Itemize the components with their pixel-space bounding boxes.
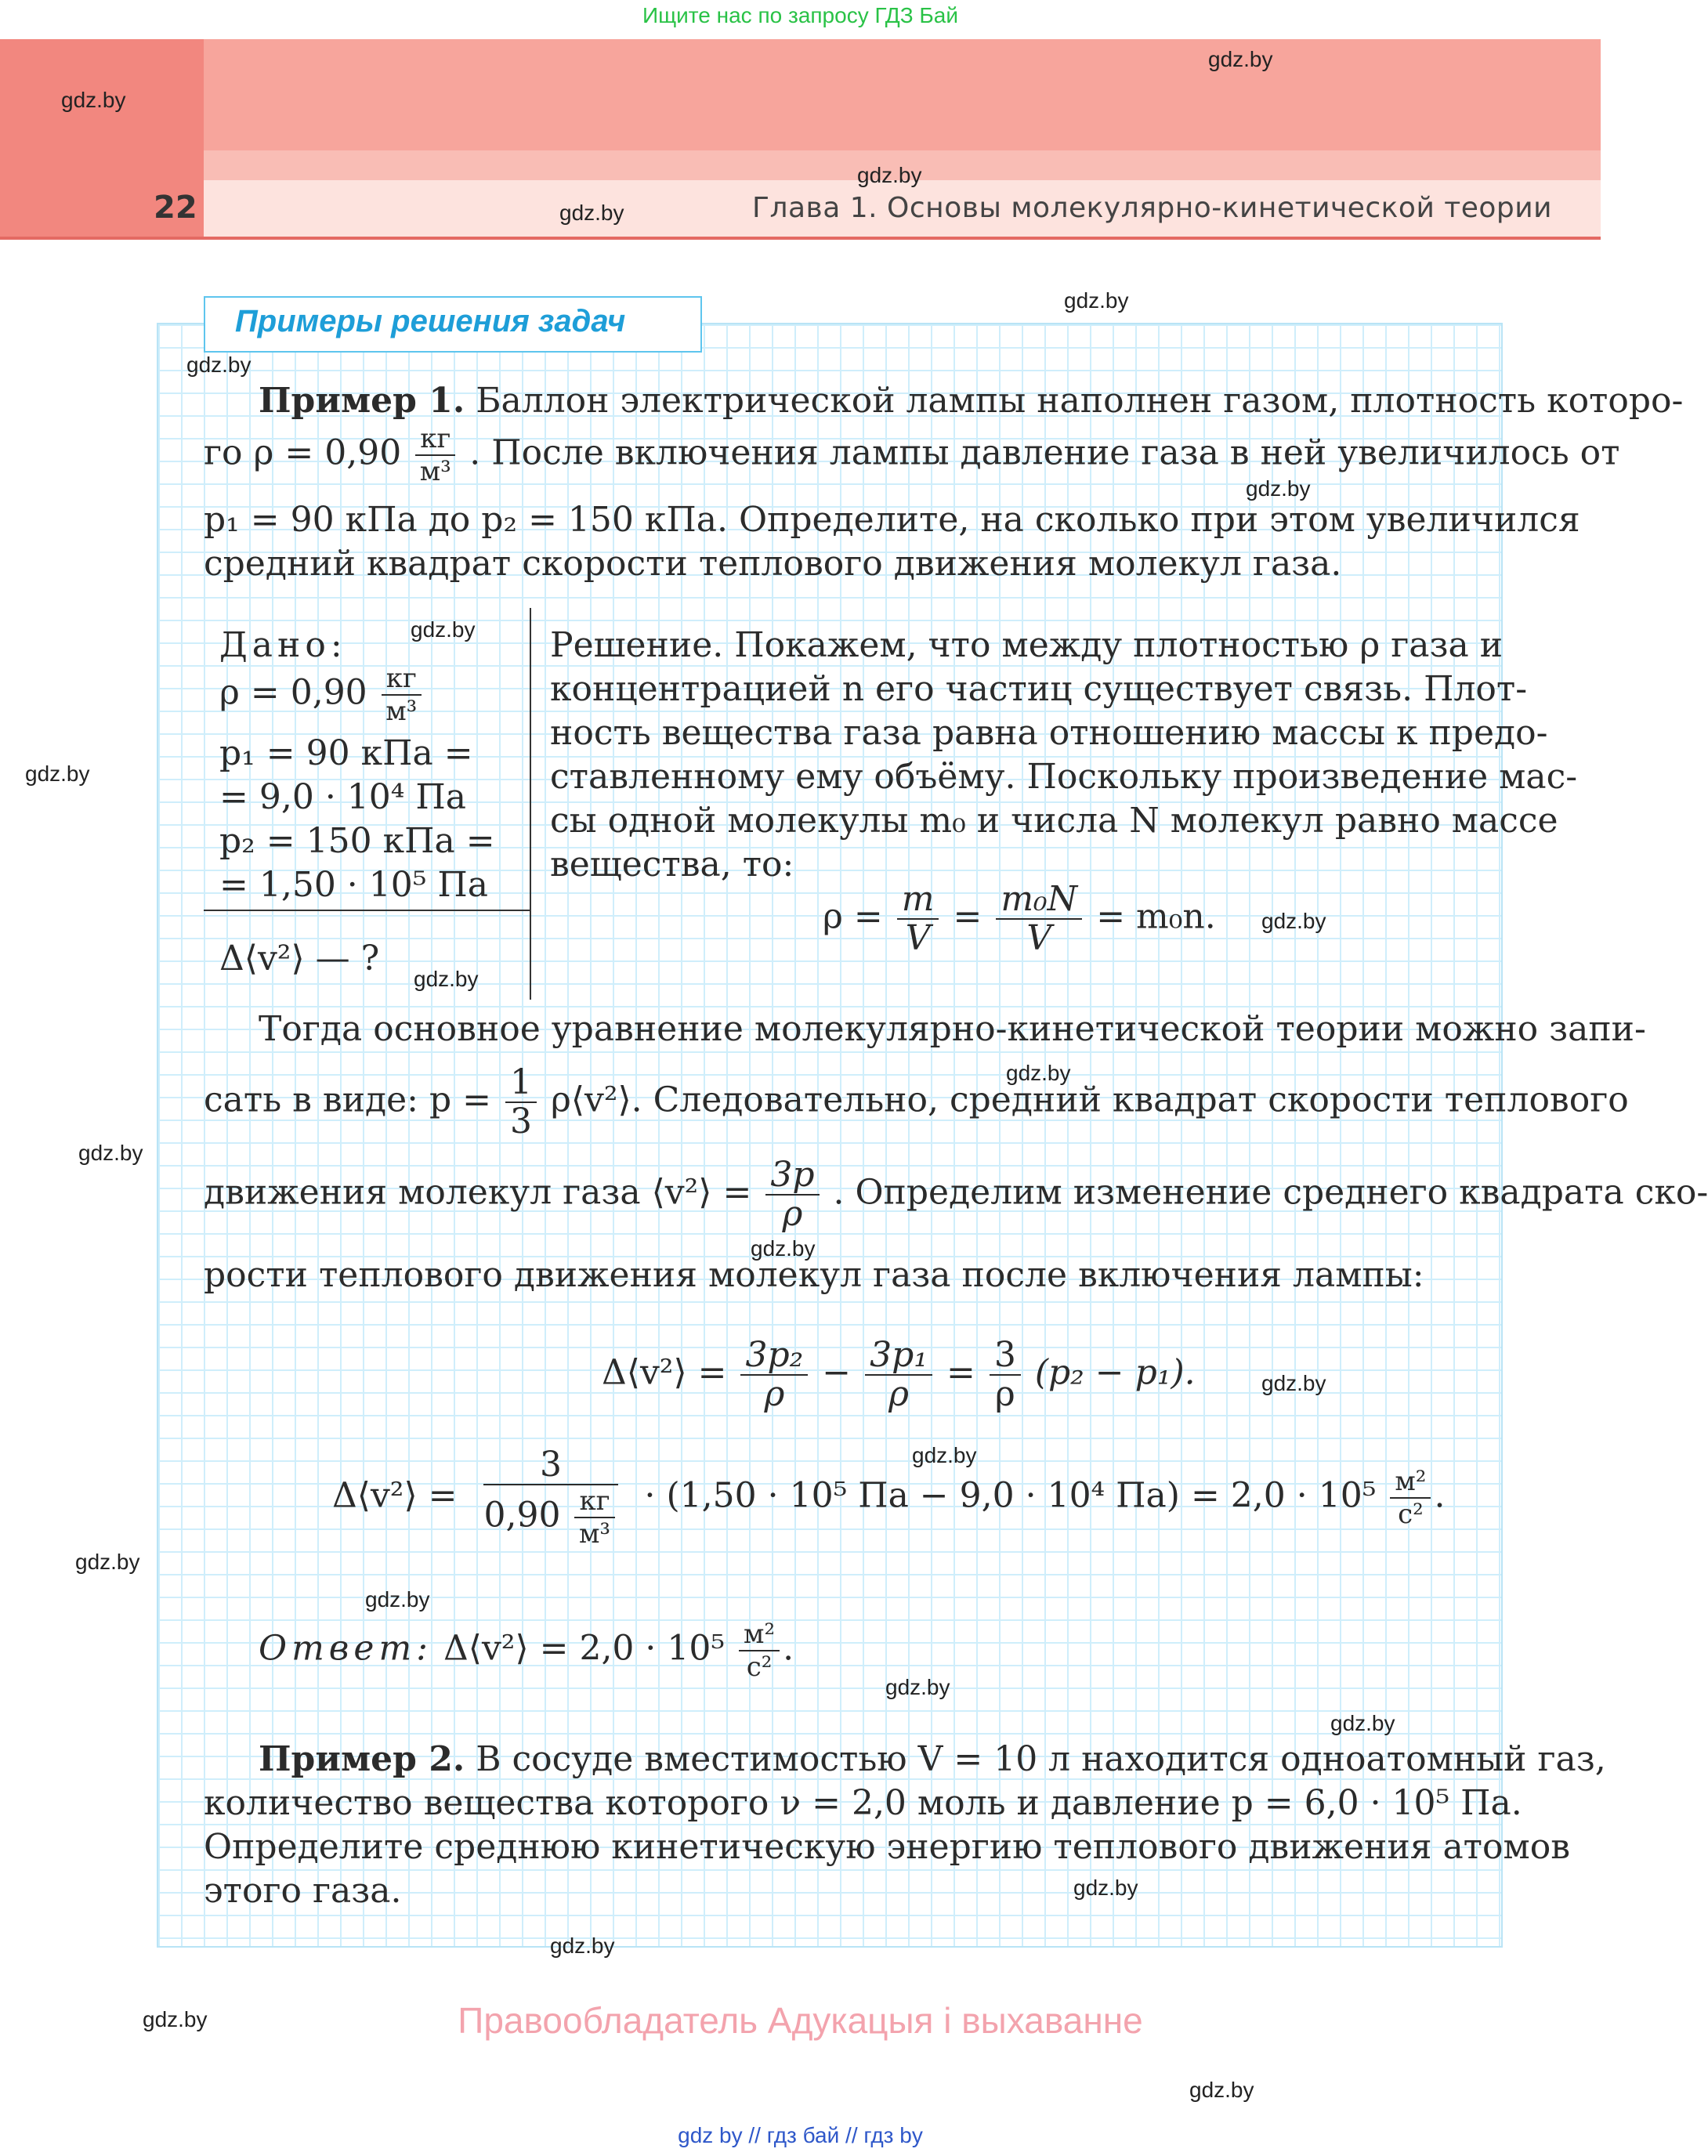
watermark: gdz.by [75, 1550, 140, 1574]
answer-line: Ответ: Δ⟨v²⟩ = 2,0 · 10⁵ $\frac{\text{м²}}{\text{с²}}$ . [259, 1619, 794, 1683]
example2-line1: Пример 2. В сосуде вместимостью V = 10 л находится одноатомный газ, [259, 1739, 1606, 1779]
para2-line2: сать в виде: p = $\frac{1}{3}$ ρ⟨v²⟩. Следовательно, средний квадрат скорости теплового [204, 1062, 1629, 1141]
top-search-link[interactable]: Ищите нас по запросу ГДЗ Бай [642, 3, 959, 27]
watermark: gdz.by [25, 761, 90, 786]
para2-line3: движения молекул газа ⟨v²⟩ = $\frac{3p}{\rho}$ . Определим изменение среднего квадрата ско- [204, 1155, 1708, 1234]
density-unit-fraction: $\frac{кг}{\text{м³}}$ [415, 423, 455, 487]
watermark: gdz.by [912, 1443, 977, 1467]
example2-line4: этого газа. [204, 1871, 402, 1911]
equation-numeric: Δ⟨v²⟩ = 3 0,90 $\frac{кг}{\text{м³}}$ · (1,50 · 10⁵ Па − 9,0 · 10⁴ Па) = 2,0 · 10⁵ $\frac{\text{м²}}{\text{с²}}$ . [332, 1445, 1446, 1550]
watermark: gdz.by [1208, 47, 1273, 71]
watermark: gdz.by [414, 967, 479, 991]
watermark: gdz.by [61, 88, 126, 112]
given-p2-a: p₂ = 150 кПа = [219, 821, 495, 861]
example1-text2a: го ρ = 0,90 [204, 432, 402, 473]
watermark: gdz.by [411, 617, 476, 642]
given-rho: ρ = 0,90 $\frac{кг}{\text{м³}}$ [219, 663, 425, 727]
watermark: gdz.by [857, 163, 922, 187]
watermark: gdz.by [78, 1141, 143, 1165]
watermark: gdz.by [1189, 2078, 1254, 2102]
given-rho-unit: $\frac{кг}{\text{м³}}$ [382, 663, 422, 727]
solution-line-2: концентрацией n его частиц существует связь. Плот- [550, 669, 1528, 709]
example1-line4: средний квадрат скорости теплового движения молекул газа. [204, 544, 1342, 584]
equation-delta-v2: Δ⟨v²⟩ = $\frac{\text{3p₂}}{\rho}$ − $\frac{\text{3p₁}}{\rho}$ = $\frac{3}{\rho}$ (p₂ − p₁). [602, 1335, 1196, 1414]
solution-line-1: Решение. Покажем, что между плотностью ρ газа и [550, 625, 1504, 665]
watermark: gdz.by [1261, 909, 1326, 933]
watermark: gdz.by [1261, 1371, 1326, 1395]
example1-text1: Баллон электрической лампы наполнен газом, плотность которо- [476, 381, 1684, 421]
page-number: 22 [154, 190, 197, 226]
example1-text2b: . После включения лампы давление газа в ней увеличилось от [469, 432, 1620, 473]
given-find: Δ⟨v²⟩ — ? [219, 939, 380, 979]
copyright-notice: Правообладатель Адукацыя і выхаванне [458, 2000, 1143, 2041]
example2-label: Пример 2. [259, 1739, 465, 1779]
given-p1-b: = 9,0 · 10⁴ Па [219, 777, 467, 817]
solution-line-3: ность вещества газа равна отношению массы к предо- [550, 713, 1548, 753]
watermark: gdz.by [550, 1934, 615, 1958]
watermark: gdz.by [143, 2007, 208, 2031]
solution-line-5: сы одной молекулы m₀ и числа N молекул равно массе [550, 801, 1558, 841]
example1-line1 [259, 379, 1683, 423]
given-p2-b: = 1,50 · 10⁵ Па [219, 865, 488, 905]
solution-line-6: вещества, то: [550, 845, 794, 884]
given-vertical-rule [530, 608, 531, 1000]
watermark: gdz.by [1246, 476, 1311, 501]
watermark: gdz.by [1330, 1711, 1395, 1735]
example1-label: Пример 1. [259, 381, 465, 421]
watermark: gdz.by [1006, 1061, 1071, 1085]
watermark: gdz.by [559, 201, 624, 225]
example1-line3: p₁ = 90 кПа до p₂ = 150 кПа. Определите, на сколько при этом увеличился [204, 500, 1580, 540]
given-p1-a: p₁ = 90 кПа = [219, 733, 473, 773]
equation-density: ρ = $\frac{m}{V}$ = $\frac{\text{m₀N}}{V}$ = m₀n. [823, 879, 1216, 958]
given-title: Дано: [219, 625, 347, 665]
watermark: gdz.by [1064, 288, 1129, 313]
watermark: gdz.by [186, 353, 251, 377]
example1-line2 [204, 423, 1620, 487]
example2-line3: Определите среднюю кинетическую энергию теплового движения атомов [204, 1827, 1570, 1867]
example2-line2: количество вещества которого ν = 2,0 моль и давление p = 6,0 · 10⁵ Па. [204, 1783, 1522, 1823]
watermark: gdz.by [885, 1675, 950, 1699]
watermark: gdz.by [1073, 1876, 1138, 1900]
header-band-top [204, 39, 1601, 150]
para2-line4: рости теплового движения молекул газа после включения лампы: [204, 1255, 1424, 1295]
section-title: Примеры решения задач [235, 304, 626, 338]
para2-line1: Тогда основное уравнение молекулярно-кинетической теории можно запи- [259, 1009, 1646, 1049]
answer-label: Ответ: [259, 1628, 432, 1669]
given-divider [204, 910, 530, 911]
chapter-title: Глава 1. Основы молекулярно-кинетической теории [752, 192, 1553, 224]
solution-line-4: ставленному ему объёму. Поскольку произведение мас- [550, 757, 1578, 797]
bottom-links[interactable]: gdz by // гдз бай // гдз by [678, 2123, 923, 2147]
watermark: gdz.by [751, 1236, 816, 1261]
watermark: gdz.by [365, 1587, 430, 1612]
header-divider [0, 237, 1601, 240]
